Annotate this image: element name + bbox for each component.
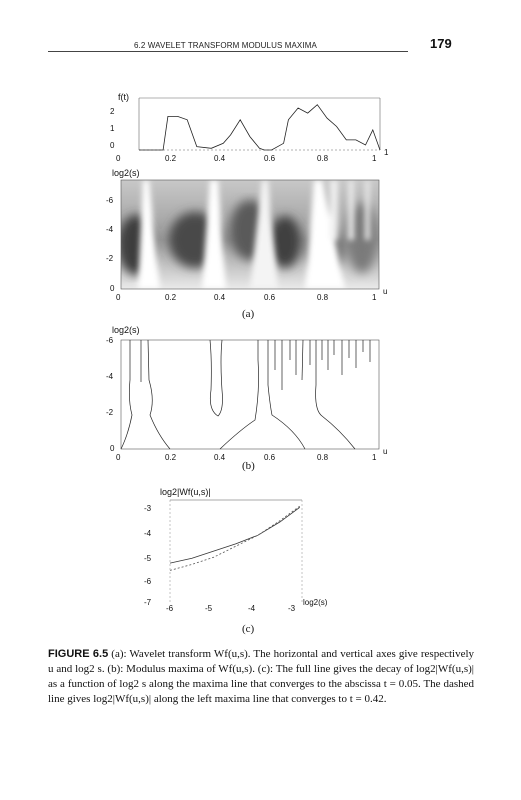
caption-title: FIGURE 6.5 [48,648,109,660]
signal-xtick: 0.4 [214,154,226,163]
page-number: 179 [430,36,452,51]
maxima-xtick: 1 [372,453,377,462]
panel-c-label: (c) [242,623,255,635]
maxima-ylabel: log2(s) [112,325,140,335]
decay-full-line [170,507,300,563]
signal-xtick: 0 [116,154,121,163]
maxima-line [148,340,170,449]
signal-right-tick: 1 [384,148,389,157]
maxima-line [220,340,259,449]
signal-ytick: 1 [110,124,115,133]
decay-dashed-line [170,506,300,570]
maxima-ytick: -6 [106,336,114,345]
decay-xtick: -3 [288,604,296,613]
maxima-ytick: -2 [106,408,114,417]
maxima-xtick: 0.6 [264,453,276,462]
decay-ylabel: log2|Wf(u,s)| [160,487,211,497]
signal-ylabel: f(t) [118,92,129,102]
transform-image [118,180,379,289]
figure-caption [48,647,474,707]
transform-ytick: 0 [110,284,115,293]
panel-a-label: (a) [242,308,255,320]
maxima-line [302,340,303,380]
maxima-lines [121,340,370,449]
maxima-xlabel: u [383,447,388,456]
transform-ytick: -6 [106,196,114,205]
wavelet-transform-plot [100,170,400,305]
panel-b-label: (b) [242,460,255,472]
transform-ylabel: log2(s) [112,168,140,178]
maxima-line [268,340,305,449]
modulus-maxima-plot [100,330,400,465]
maxima-xtick: 0.4 [214,453,226,462]
transform-xtick: 0.8 [317,293,329,302]
decay-xtick: -6 [166,604,174,613]
caption-text: (a): Wavelet transform Wf(u,s). The horizontal and vertical axes give respectively u and log2 s. (b): Modulus maxima of Wf(u,s). (c): The full line gives the decay of log2|Wf(u,s)| as a function of log2 s along the maxima line that converges to the abscissa t = 0.05. The dashed line gives log2|Wf(u,s)| along the left maxima line that converges to t = 0.42. [48,648,475,705]
decay-xtick: -5 [205,604,213,613]
decay-plot [140,495,370,620]
transform-xlabel: u [383,287,388,296]
maxima-line [210,340,223,416]
signal-ytick: 2 [110,107,115,116]
maxima-line [121,340,132,449]
decay-xlabel: log2(s) [303,598,328,607]
maxima-xtick: 0 [116,453,121,462]
signal-xtick: 0.6 [264,154,276,163]
signal-xtick: 1 [372,154,377,163]
header-rule [48,51,408,52]
transform-xtick: 1 [372,293,377,302]
maxima-ytick: 0 [110,444,115,453]
transform-xtick: 0 [116,293,121,302]
decay-ytick: -6 [144,577,152,586]
section-title: 6.2 WAVELET TRANSFORM MODULUS MAXIMA [134,41,317,50]
decay-ytick: -4 [144,529,152,538]
signal-line [139,105,380,150]
decay-ytick: -5 [144,554,152,563]
decay-ytick: -3 [144,504,152,513]
transform-ytick: -4 [106,225,114,234]
signal-plot [100,95,400,165]
signal-xtick: 0.2 [165,154,177,163]
maxima-xtick: 0.2 [165,453,177,462]
signal-xtick: 0.8 [317,154,329,163]
maxima-xtick: 0.8 [317,453,329,462]
transform-ytick: -2 [106,254,114,263]
transform-xtick: 0.6 [264,293,276,302]
transform-xtick: 0.2 [165,293,177,302]
maxima-ytick: -4 [106,372,114,381]
transform-xtick: 0.4 [214,293,226,302]
signal-ytick: 0 [110,141,115,150]
decay-xtick: -4 [248,604,256,613]
decay-ytick: -7 [144,598,152,607]
